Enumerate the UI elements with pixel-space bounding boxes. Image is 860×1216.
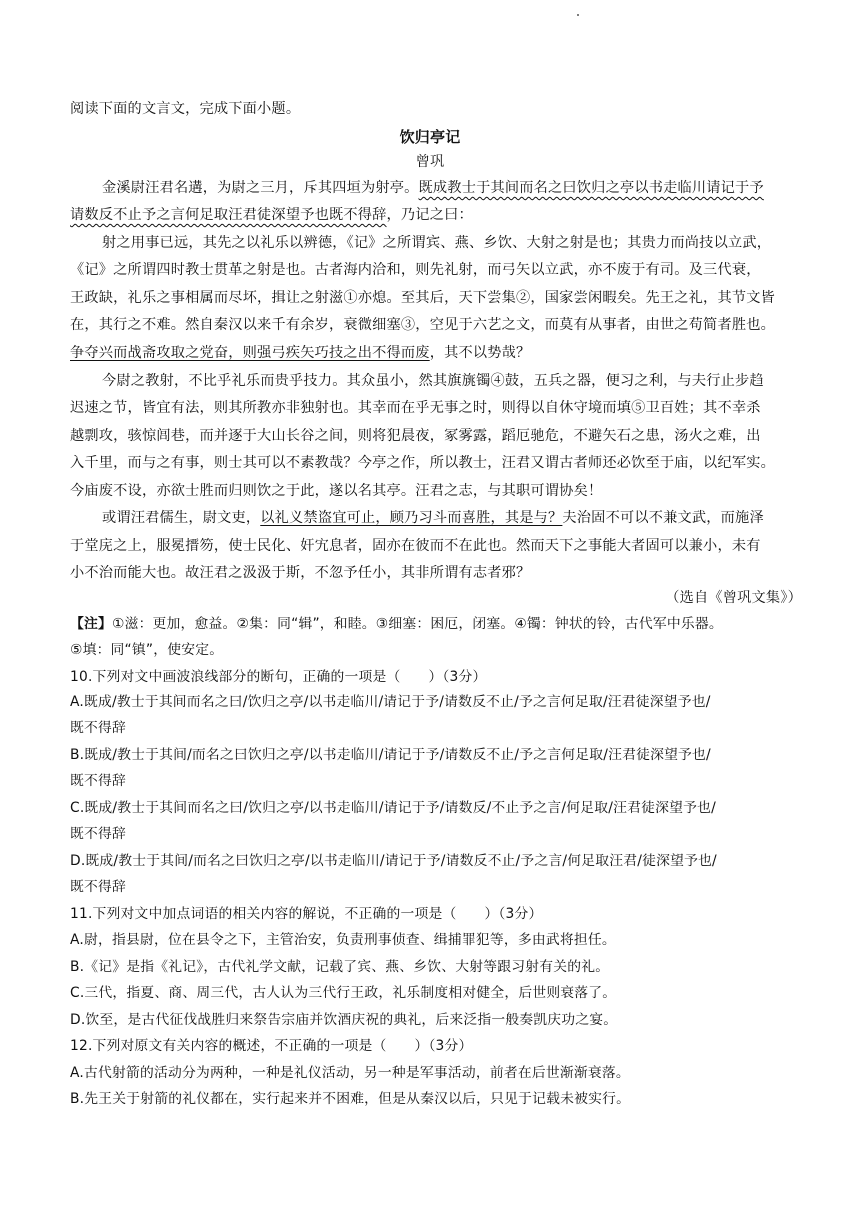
notes-label: 【注】	[70, 616, 112, 632]
underlined-sentence: 争夺兴而战斋攻取之党奋，则强弓疾矢巧技之出不得而废	[70, 345, 430, 361]
p3-line-1: 今尉之教射，不比乎礼乐而贵乎技力。其众虽小，然其旗旐镯④鼓，五兵之器，便习之利，与夫行止步趋	[102, 373, 764, 389]
q12-stem: 12.下列对原文有关内容的概述，不正确的一项是（ ）（3分）	[70, 1038, 473, 1054]
q10-option-d: D.既成/教士于其间/而名之曰饮归之亭/以书走临川/请记于予/请数反不止/予之言/何足取汪君/徒深望予也/	[70, 853, 717, 869]
q10-option-a-cont: 既不得辞	[70, 720, 126, 736]
q10-option-b-cont: 既不得辞	[70, 773, 126, 789]
p3-line-3: 越剽攻，骇惊闾巷，而并逐于大山长谷之间，则将犯晨夜，冢雾露，蹈厄驰危，不避矢石之患，汤火之难，出	[70, 428, 761, 444]
q10-option-d-cont: 既不得辞	[70, 879, 126, 895]
p3-line-2: 迟速之节，皆宜有法，则其所教亦非独射也。其幸而在乎无事之时，则得以自休守境而填⑤卫百姓；其不幸杀	[70, 400, 761, 416]
instruction: 阅读下面的文言文，完成下面小题。	[70, 101, 301, 117]
q10-option-a: A.既成/教士于其间而名之曰/饮归之亭/以书走临川/请记于予/请数反不止/予之言何足取/汪君徒深望予也/	[70, 694, 711, 710]
q11-option-b: B.《记》是指《礼记》，古代礼学文献，记载了宾、燕、乡饮、大射等跟习射有关的礼。	[70, 959, 610, 975]
article-title: 饮归亭记	[399, 128, 461, 146]
q10-option-b: B.既成/教士于其间/而名之曰饮归之亭/以书走临川/请记于予/请数反不止/予之言何足取/汪君徒深望予也/	[70, 747, 711, 763]
p3-line-5: 今庙废不设，亦欲士胜而归则饮之于此，遂以名其亭。汪君之志，与其职可谓协矣！	[70, 483, 603, 499]
notes-line-2: ⑤填：同“镇”，使安定。	[70, 642, 224, 658]
p1-line-1: 金溪尉汪君名遘，为尉之三月，斥其四垣为射亭。既成教士于其间而名之曰饮归之亭以书走临川请记于予	[102, 180, 764, 196]
q10-option-c-cont: 既不得辞	[70, 826, 126, 842]
p2-line-5: 争夺兴而战斋攻取之党奋，则强弓疾矢巧技之出不得而废，其不以势哉？	[70, 345, 531, 361]
page-mark	[577, 14, 579, 16]
q12-option-a: A.古代射箭的活动分为两种，一种是礼仪活动，另一种是军事活动，前者在后世渐渐衰落。	[70, 1065, 630, 1081]
p2-line-2: 《记》之所谓四时教士贯革之射是也。古者海内洽和，则先礼射，而弓矢以立武，亦不废于有司。及三代衰，	[70, 262, 761, 278]
article-source: （选自《曾巩文集》）	[665, 590, 802, 606]
wavy-underline-text: 请数反不止予之言何足取汪君徒深望予也既不得辞	[70, 207, 387, 223]
notes-line-1: 【注】①滋：更加，愈益。②集：同“辑”，和睦。③细塞：困厄，闭塞。④镯：钟状的铃，古代军中乐器。	[70, 616, 723, 632]
p4-line-3: 小不治而能大也。故汪君之汲汲于斯，不忽予任小，其非所谓有志者邪？	[70, 565, 531, 581]
article-author: 曾巩	[415, 154, 445, 170]
wavy-underline-text: 既成教士于其间而名之曰饮归之亭以书走临川请记于予	[418, 180, 764, 196]
p2-line-4: 在，其行之不难。然自秦汉以来千有余岁，衰微细塞③，空见于六艺之文，而莫有从事者，由世之苟简者胜也。	[70, 317, 775, 333]
p2-line-3: 王政缺，礼乐之事相属而尽坏，揖让之射滋①亦熄。至其后，天下尝集②，国家尝闲暇矣。先王之礼，其节文皆	[70, 290, 775, 306]
q11-option-a: A.尉，指县尉，位在县令之下，主管治安，负责刑事侦查、缉捕罪犯等，多由武将担任。	[70, 932, 616, 948]
underlined-sentence: 以礼义禁盗宜可止，顾乃习斗而喜胜，其是与？	[260, 510, 563, 526]
p1-line-2: 请数反不止予之言何足取汪君徒深望予也既不得辞，乃记之曰：	[70, 207, 473, 223]
q11-stem: 11.下列对文中加点词语的相关内容的解说，不正确的一项是（ ）（3分）	[70, 906, 543, 922]
q11-option-c: C.三代，指夏、商、周三代，古人认为三代行王政，礼乐制度相对健全，后世则衰落了。	[70, 985, 617, 1001]
q10-option-c: C.既成/教士于其间而名之曰/饮归之亭/以书走临川/请记于予/请数反/不止予之言/何足取/汪君徒深望予也/	[70, 800, 716, 816]
p2-line-1: 射之用事已远，其先之以礼乐以辨德，《记》之所谓宾、燕、乡饮、大射之射是也；其贵力而尚技以立武，	[102, 235, 772, 251]
p4-line-1: 或谓汪君儒生，尉文吏，以礼义禁盗宜可止，顾乃习斗而喜胜，其是与？夫治固不可以不兼文武，而施泽	[102, 510, 764, 526]
p4-line-2: 于堂庑之上，服冕搢笏，使士民化、奸宄息者，固亦在彼而不在此也。然而天下之事能大者固可以兼小，未有	[70, 538, 761, 554]
q11-option-d: D.饮至，是古代征伐战胜归来祭告宗庙并饮酒庆祝的典礼，后来泛指一般奏凯庆功之宴。	[70, 1012, 618, 1028]
p3-line-4: 入千里，而与之有事，则士其可以不素教哉？今亭之作，所以教士，汪君又谓古者师还必饮至于庙，以纪军实。	[70, 455, 775, 471]
q10-stem: 10.下列对文中画波浪线部分的断句，正确的一项是（ ）（3分）	[70, 669, 487, 685]
q12-option-b: B.先王关于射箭的礼仪都在，实行起来并不困难，但是从秦汉以后，只见于记载未被实行。	[70, 1091, 631, 1107]
